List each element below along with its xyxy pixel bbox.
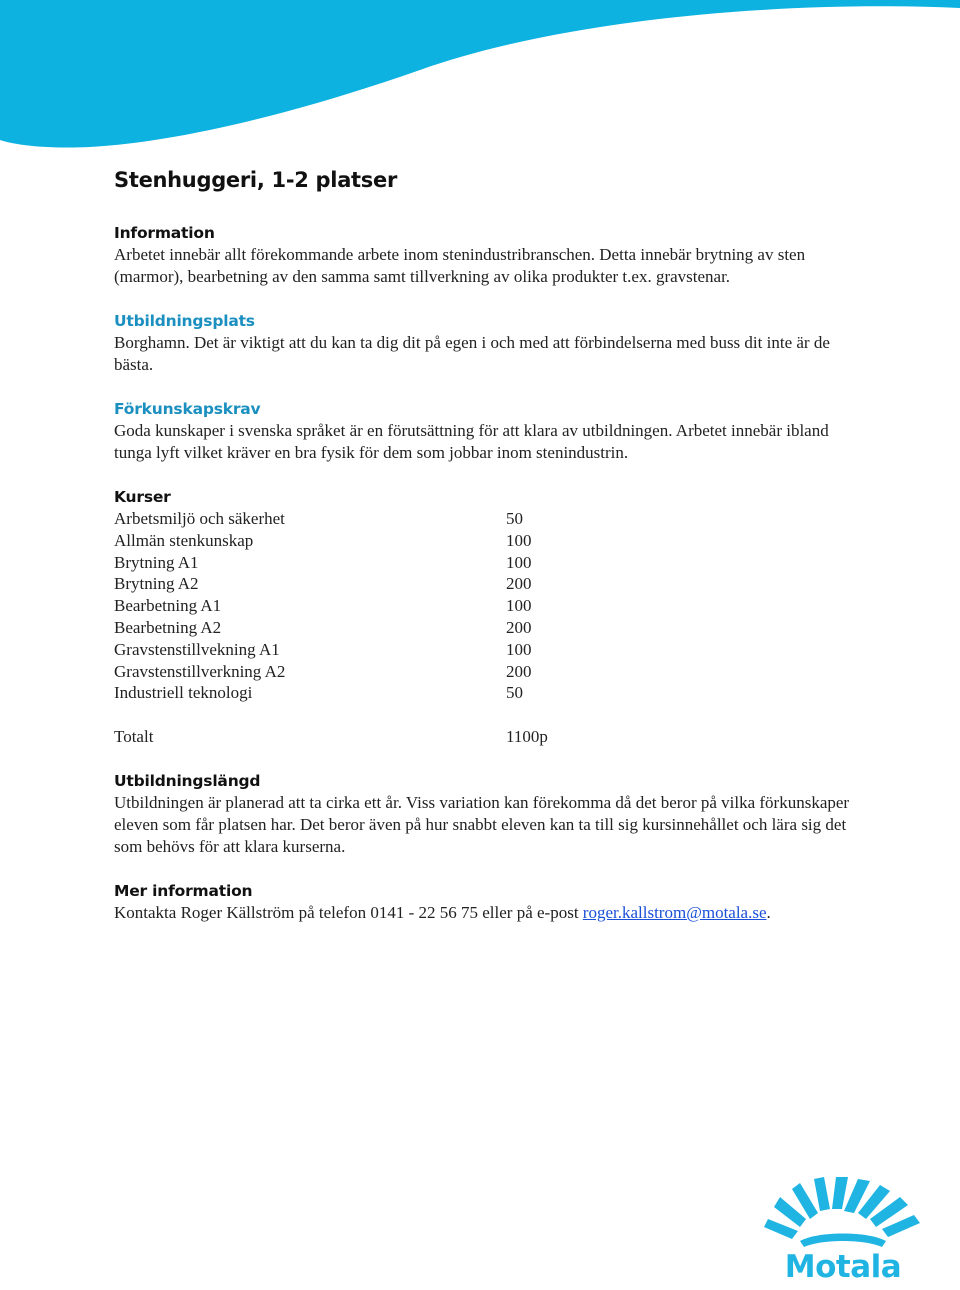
course-row <box>114 573 854 595</box>
text-information: Arbetet innebär allt förekommande arbete inom stenindustribranschen. Detta innebär brytning av sten (marmor), bearbetning av den samma samt tillverkning av olika produkter t.ex. gravstenar. <box>114 245 806 286</box>
course-points: 200 <box>506 617 532 637</box>
heading-information: Information <box>114 224 215 242</box>
course-name: Brytning A1 <box>114 552 199 572</box>
course-row <box>114 530 854 552</box>
course-points: 100 <box>506 552 532 572</box>
email-link[interactable]: roger.kallstrom@motala.se <box>582 902 767 922</box>
section-utbildningslangd <box>114 770 854 858</box>
course-list <box>114 508 854 748</box>
heading-forkunskapskrav: Förkunskapskrav <box>114 400 261 418</box>
top-banner-shape <box>0 0 960 150</box>
course-name: Arbetsmiljö och säkerhet <box>114 509 285 528</box>
course-row <box>114 595 854 617</box>
course-row <box>114 661 854 683</box>
course-points: 200 <box>506 574 532 594</box>
course-name: Allmän stenkunskap <box>114 530 254 550</box>
section-mer-information <box>114 880 854 924</box>
page-title: Stenhuggeri, 1-2 platser <box>114 168 397 192</box>
section-kurser <box>114 486 854 748</box>
logo-name: Motala <box>784 1249 902 1285</box>
contact-text: Kontakta Roger Källström på telefon 0141 - 22 56 75 eller på e-post <box>114 902 583 922</box>
text-utbildningsplats: Borghamn. Det är viktigt att du kan ta dig dit på egen i och med att förbindelserna med buss dit inte är de bästa. <box>114 333 830 374</box>
text-utbildningslangd: Utbildningen är planerad att ta cirka ett år. Viss variation kan förekomma då det beror på vilka förkunskaper eleven som får platsen har. Det beror även på hur snabbt eleven kan ta till sig kursinnehållet och lära sig det som behövs för att klara kurserna. <box>114 792 850 856</box>
course-row <box>114 682 854 704</box>
course-row <box>114 508 854 530</box>
course-points: 100 <box>506 639 532 659</box>
course-name: Bearbetning A1 <box>114 596 222 616</box>
section-information <box>114 222 854 288</box>
course-row <box>114 617 854 639</box>
course-total-label: Totalt <box>114 726 154 746</box>
course-total-value: 1100p <box>506 726 548 746</box>
section-utbildningsplats <box>114 310 854 376</box>
motala-logo <box>760 1175 926 1290</box>
course-total-row <box>114 726 854 748</box>
course-points: 100 <box>506 596 532 616</box>
course-row <box>114 552 854 574</box>
course-name: Gravstenstillverkning A2 <box>114 661 286 681</box>
heading-utbildningsplats: Utbildningsplats <box>114 312 255 330</box>
course-name: Gravstenstillvekning A1 <box>114 639 280 659</box>
course-points: 100 <box>506 530 532 550</box>
contact-text-end: . <box>766 902 771 922</box>
course-points: 50 <box>506 683 523 703</box>
course-name: Bearbetning A2 <box>114 617 222 637</box>
sun-fan-icon <box>760 1175 926 1253</box>
text-forkunskapskrav: Goda kunskaper i svenska språket är en förutsättning för att klara av utbildningen. Arbetet innebär ibland tunga lyft vilket kräver en bra fysik för dem som jobbar inom stenindustrin. <box>114 421 829 462</box>
heading-kurser: Kurser <box>114 488 171 506</box>
course-name: Brytning A2 <box>114 574 199 594</box>
document-content <box>114 168 854 946</box>
section-forkunskapskrav <box>114 398 854 464</box>
course-points: 200 <box>506 661 532 681</box>
top-banner <box>0 0 960 150</box>
course-name: Industriell teknologi <box>114 683 253 703</box>
course-row <box>114 639 854 661</box>
course-points: 50 <box>506 509 523 528</box>
heading-mer-information: Mer information <box>114 881 253 900</box>
text-mer-information <box>114 902 854 924</box>
heading-utbildningslangd: Utbildningslängd <box>114 771 261 790</box>
